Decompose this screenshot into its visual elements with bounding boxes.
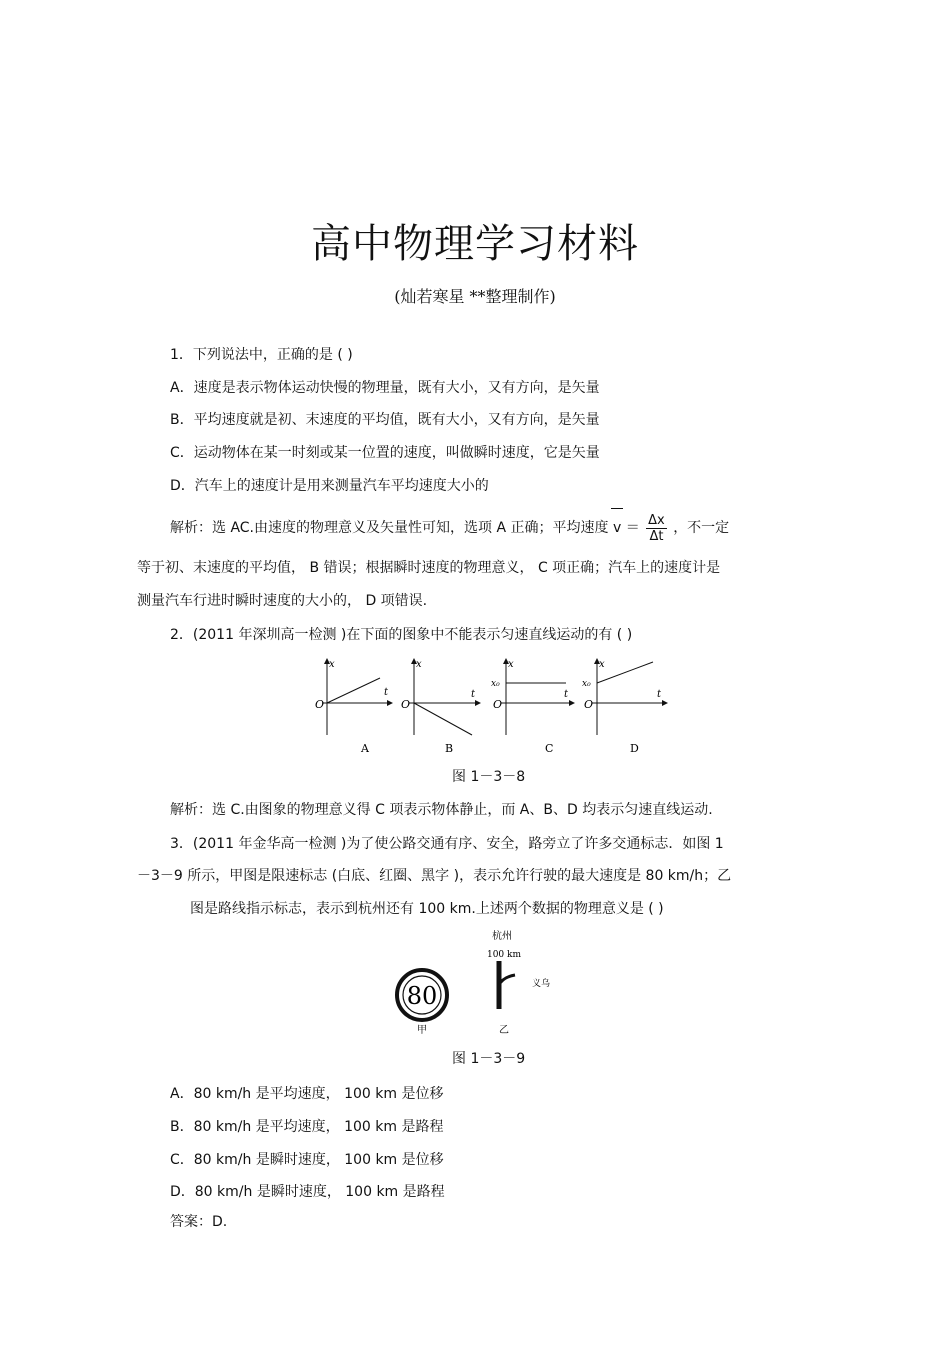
fraction-numerator: Δx [648,512,665,528]
average-velocity-symbol: v [613,508,621,545]
graph-a-label: A [361,742,369,755]
q1-option-d: D．汽车上的速度计是用来测量汽车平均速度大小的 [170,478,489,494]
sign-label-yi: 乙 [499,1025,509,1036]
q1-option-b: B．平均速度就是初、末速度的平均值，既有大小，又有方向，是矢量 [170,412,600,428]
velocity-fraction [646,513,667,544]
q3-option-b: B．80 km/h 是平均速度， 100 km 是路程 [170,1119,444,1135]
graph-a-x-axis-label: x [329,659,335,670]
q3-stem-line3: 图是路线指示标志，表示到杭州还有 100 km.上述两个数据的物理意义是 ( ) [190,901,664,917]
fraction-denominator: Δt [649,528,664,544]
graph-d-origin: O [584,698,594,711]
graph-d-x-axis-label: x [599,659,605,670]
figure-caption-1-3-9: 图 1－3－9 [452,1051,526,1067]
graph-c-origin: O [493,698,503,711]
graph-a [322,661,390,735]
equals-sign: ＝ [625,520,640,536]
q3-answer: 答案：D. [170,1214,228,1230]
q1-option-a: A．速度是表示物体运动快慢的物理量，既有大小，又有方向，是矢量 [170,380,600,396]
route-sign [499,961,515,1009]
graph-b-t-axis-label: t [471,689,476,700]
q1-analysis-tail: ，不一定 [673,520,730,536]
graph-b-label: B [445,742,454,755]
graph-c [501,661,572,735]
graph-c-x-axis-label: x [508,659,514,670]
page-subtitle: (灿若寒星 **整理制作) [394,287,556,306]
traffic-signs-figure [385,925,565,1040]
q3-option-d: D．80 km/h 是瞬时速度， 100 km 是路程 [170,1184,445,1200]
q3-option-c: C．80 km/h 是瞬时速度， 100 km 是位移 [170,1152,444,1168]
graph-d-t-axis-label: t [657,689,662,700]
q1-option-c: C．运动物体在某一时刻或某一位置的速度，叫做瞬时速度，它是矢量 [170,445,600,461]
q3-stem-line1: 3．(2011 年金华高一检测 )为了使公路交通有序、安全，路旁立了许多交通标志．如图 1 [170,836,724,852]
q2-stem: 2．(2011 年深圳高一检测 )在下面的图象中不能表示匀速直线运动的有 ( ) [170,627,633,643]
q1-stem: 1．下列说法中，正确的是 ( ) [170,347,353,363]
graph-b [409,661,478,735]
speed-limit-sign [397,970,447,1020]
graph-d-x0-label: x₀ [582,679,591,689]
q1-analysis-line2: 等于初、末速度的平均值， B 错误；根据瞬时速度的物理意义， C 项正确；汽车上的速度计是 [137,560,721,576]
graph-b-x-axis-label: x [416,659,422,670]
route-city-label: 杭州 [492,931,512,942]
route-branch-label: 义乌 [532,979,551,989]
q2-analysis: 解析：选 C.由图象的物理意义得 C 项表示物体静止，而 A、B、D 均表示匀速直线运动. [170,802,713,818]
q3-option-a: A．80 km/h 是平均速度， 100 km 是位移 [170,1086,444,1102]
graph-c-label: C [545,742,554,755]
graph-d-label: D [630,742,639,755]
q3-stem-line2: －3－9 所示，甲图是限速标志 (白底、红圈、黑字 )，表示允许行驶的最大速度是 80 km/h；乙 [137,868,732,884]
graph-b-origin: O [401,698,411,711]
q1-analysis-line3: 测量汽车行进时瞬时速度的大小的， D 项错误. [137,593,428,609]
q1-analysis-line1 [170,508,729,545]
graph-d [592,661,665,735]
motion-graphs-figure [300,655,680,760]
q1-analysis-text: 解析：选 AC.由速度的物理意义及矢量性可知，选项 A 正确；平均速度 [170,520,609,536]
page-title: 高中物理学习材料 [311,221,639,267]
route-distance-label: 100 km [486,950,522,960]
graph-c-t-axis-label: t [564,689,569,700]
graph-a-t-axis-label: t [384,687,389,698]
graph-c-x0-label: x₀ [491,679,500,689]
figure-caption-1-3-8: 图 1－3－8 [452,769,526,785]
graph-a-origin: O [315,698,325,711]
sign-label-jia: 甲 [417,1025,427,1036]
speed-limit-value: 80 [406,982,438,1010]
